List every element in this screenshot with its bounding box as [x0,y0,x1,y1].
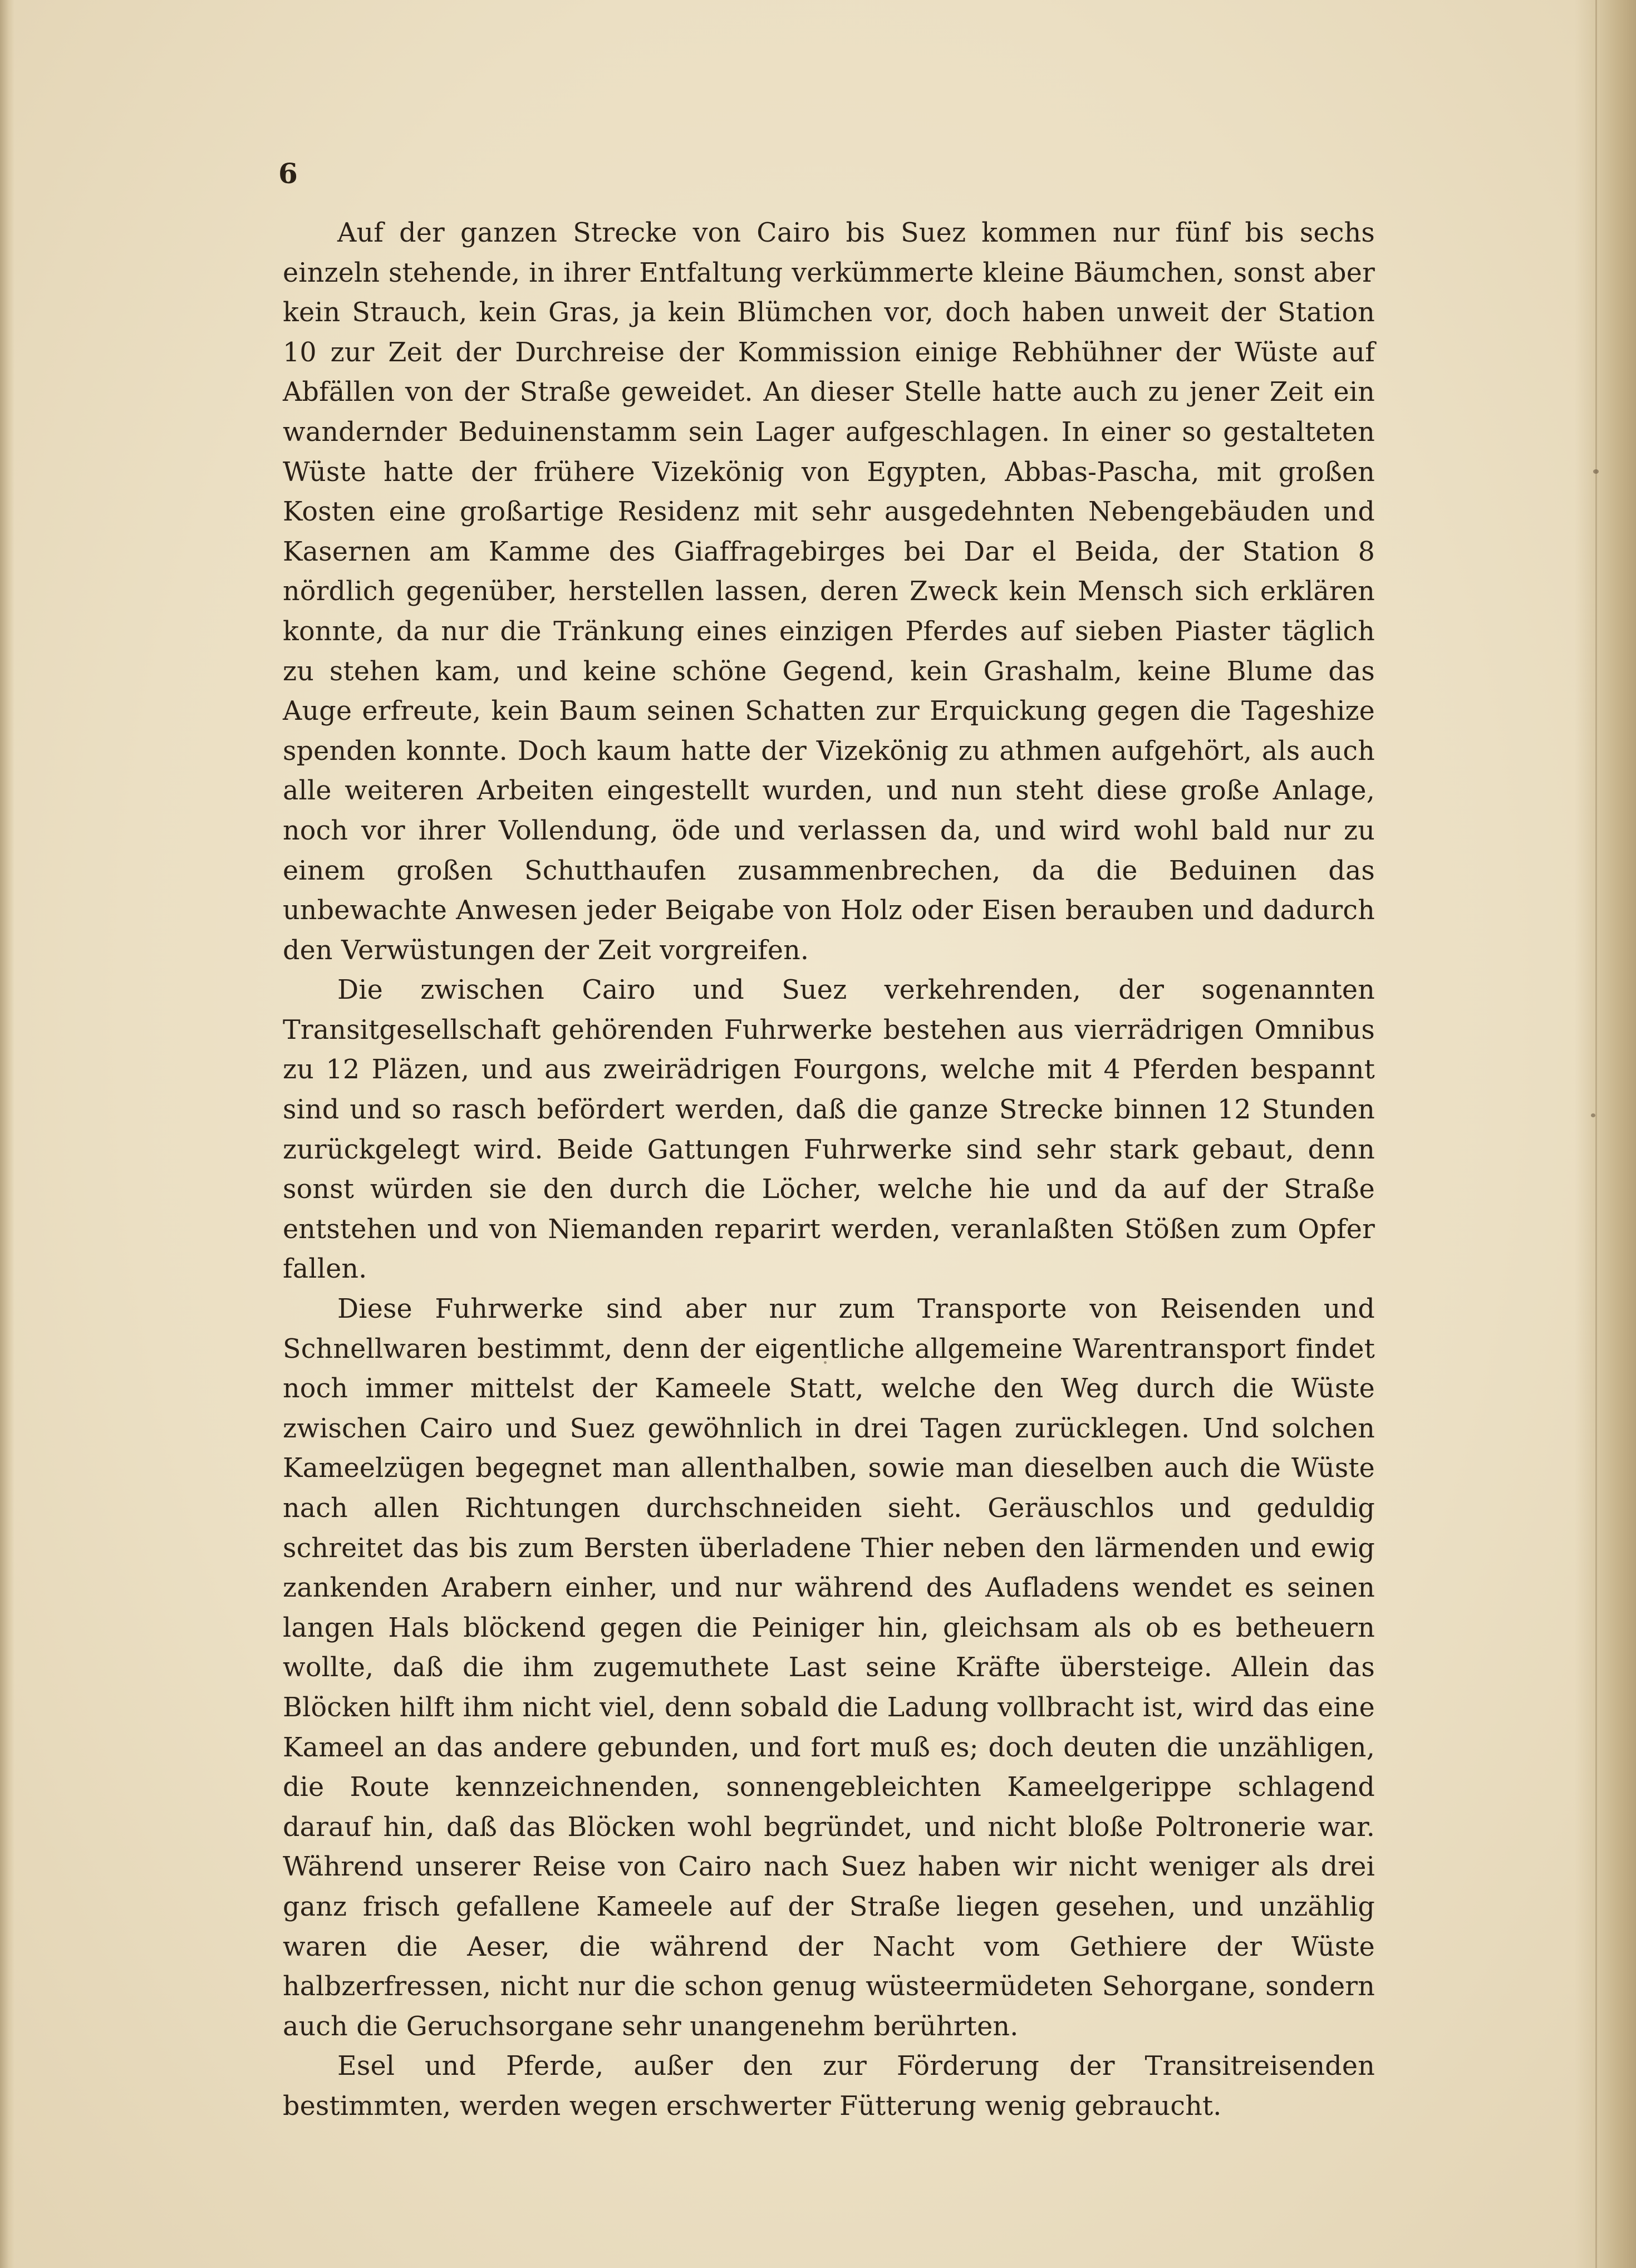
paragraph: Diese Fuhrwerke sind aber nur zum Transporte von Reisenden und Schnellwaren bestimmt, denn der eigentliche allgemeine Warentransport findet noch immer mittelst der Kameele Statt, welche den Weg durch die Wüste zwischen Cairo und Suez gewöhnlich in drei Tagen zurücklegen. Und solchen Kameelzügen begegnet man allenthalben, sowie man dieselben auch die Wüste nach allen Richtungen durchschneiden sieht. Geräuschlos und geduldig schreitet das bis zum Bersten überladene Thier neben den lärmenden und ewig zankenden Arabern einher, und nur während des Aufladens wendet es seinen langen Hals blöckend gegen die Peiniger hin, gleichsam als ob es betheuern wollte, daß die ihm zugemuthete Last seine Kräfte übersteige. Allein das Blöcken hilft ihm nicht viel, denn sobald die Ladung vollbracht ist, wird das eine Kameel an das andere gebunden, und fort muß es; doch deuten die unzähligen, die Route kennzeichnenden, sonnengebleichten Kameelgerippe schlagend darauf hin, daß das Blöcken wohl begründet, und nicht bloße Poltronerie war. Während unserer Reise von Cairo nach Suez haben wir nicht weniger als drei ganz frisch gefallene Kameele auf der Straße liegen gesehen, und unzählig waren die Aeser, die während der Nacht vom Gethiere der Wüste halbzerfressen, nicht nur die schon genug wüsteermüdeten Sehorgane, sondern auch die Geruchsorgane sehr unangenehm berührten. [283,1294,1375,2042]
page-number: 6 [278,157,298,190]
paragraph: Esel und Pferde, außer den zur Förderung der Transitreisenden bestimmten, werden wegen erschwerter Fütterung wenig gebraucht. [283,2051,1375,2122]
body-text [283,213,1375,2127]
page-left-edge [0,0,14,2268]
paragraph: Auf der ganzen Strecke von Cairo bis Suez kommen nur fünf bis sechs einzeln stehende, in ihrer Entfaltung verkümmerte kleine Bäumchen, sonst aber kein Strauch, kein Gras, ja kein Blümchen vor, doch haben unweit der Station 10 zur Zeit der Durchreise der Kommission einige Rebhühner der Wüste auf Abfällen von der Straße geweidet. An dieser Stelle hatte auch zu jener Zeit ein wandernder Beduinenstamm sein Lager aufgeschlagen. In einer so gestalteten Wüste hatte der frühere Vizekönig von Egypten, Abbas-Pascha, mit großen Kosten eine großartige Residenz mit sehr ausgedehnten Nebengebäuden und Kasernen am Kamme des Giaffragebirges bei Dar el Beida, der Station 8 nördlich gegenüber, herstellen lassen, deren Zweck kein Mensch sich erklären konnte, da nur die Tränkung eines einzigen Pferdes auf sieben Piaster täglich zu stehen kam, und keine schöne Gegend, kein Grashalm, keine Blume das Auge erfreute, kein Baum seinen Schatten zur Erquickung gegen die Tageshize spenden konnte. Doch kaum hatte der Vizekönig zu athmen aufgehört, als auch alle weiteren Arbeiten eingestellt wurden, und nun steht diese große Anlage, noch vor ihrer Vollendung, öde und verlassen da, und wird wohl bald nur zu einem großen Schutthaufen zusammenbrechen, da die Beduinen das unbewachte Anwesen jeder Beigabe von Holz oder Eisen berauben und dadurch den Verwüstungen der Zeit vorgreifen. [283,218,1375,966]
binding-fold-line [1595,0,1597,2268]
paragraph: Die zwischen Cairo und Suez verkehrenden, der sogenannten Transitgesellschaft gehörenden Fuhrwerke bestehen aus vierrädrigen Omnibus zu 12 Pläzen, und aus zweirädrigen Fourgons, welche mit 4 Pferden bespannt sind und so rasch befördert werden, daß die ganze Strecke binnen 12 Stunden zurückgelegt wird. Beide Gattungen Fuhrwerke sind sehr stark gebaut, denn sonst würden sie den durch die Löcher, welche hie und da auf der Straße entstehen und von Niemanden reparirt werden, veranlaßten Stößen zum Opfer fallen. [283,975,1375,1285]
paper-speck [1593,469,1599,474]
page-right-edge [1575,0,1636,2268]
paper-speck [1591,1113,1595,1117]
